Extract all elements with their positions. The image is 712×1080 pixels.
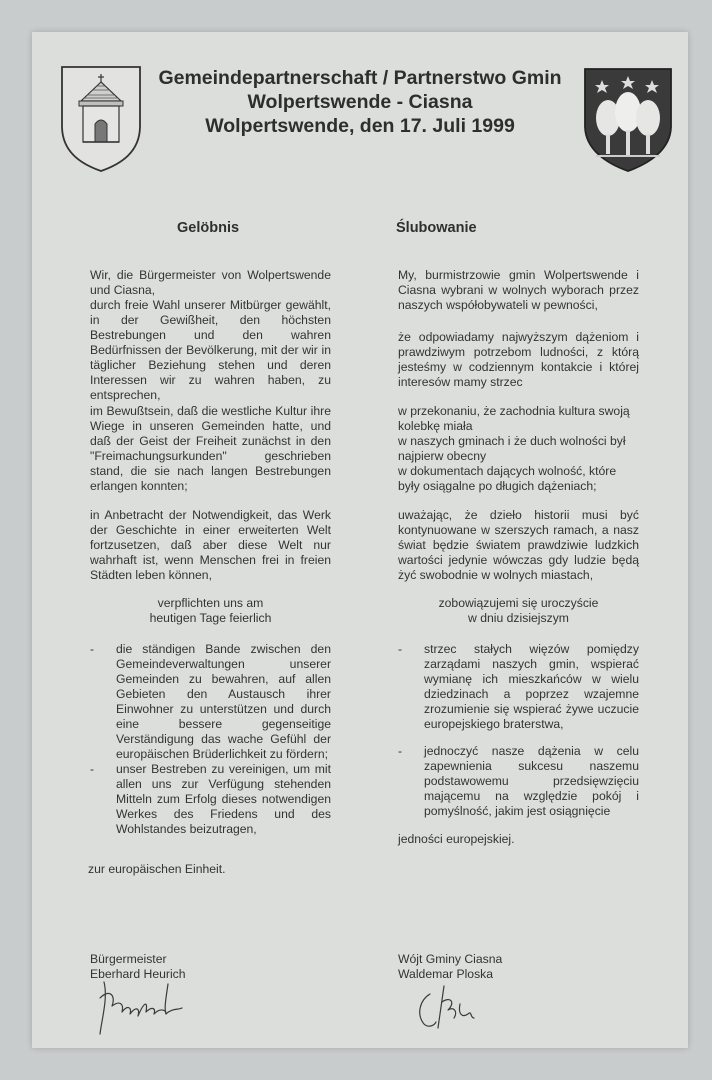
german-paragraph-3: in Anbetracht der Notwendigkeit, das Werk der Geschichte in einer erweiterten Welt fortzusetzen, daß aber diese Welt nur wahrhaft ist, wenn Menschen frei in freien Städten leben können,	[90, 508, 331, 582]
german-paragraph-2: im Bewußtsein, daß die westliche Kultur ihre Wiege in unseren Gemeinden hatte, und daß der Geist der Freiheit zunächst in den "Freimachungsurkunden" geschrieben stand, die sie nach langen Bestrebungen erlangen konnten;	[90, 404, 331, 493]
bullet-marker: -	[90, 762, 95, 776]
document-header	[32, 32, 688, 192]
german-bullet-1	[90, 642, 331, 762]
document-page	[32, 32, 688, 1048]
polish-bullet-1	[398, 642, 639, 732]
polish-signatory-title: Wójt Gminy Ciasna	[398, 952, 503, 966]
polish-paragraph-3: w przekonaniu, że zachodnia kultura swoją kolebkę miała w naszych gminach i że duch wolności był najpierw obecny w dokumentach dających wolność, które były osiągalne po długich dążeniach;	[398, 404, 630, 493]
german-bullet-2-text: unser Bestreben zu vereinigen, um mit allen uns zur Verfügung stehenden Mitteln zum Erfolg dieses notwendigen Werkes des Friedens und des Wohlstandes beizutragen,	[116, 762, 331, 836]
ciasna-coat-of-arms-icon	[582, 66, 674, 174]
polish-paragraph-2: że odpowiadamy najwyższym dążeniom i prawdziwym potrzebom ludności, z którą jesteśmy w codziennym kontakcie i której interesów mamy strzec	[398, 330, 639, 389]
title-line-2: Wolpertswende - Ciasna	[247, 91, 473, 113]
german-heading: Gelöbnis	[177, 220, 240, 236]
document-title	[142, 66, 578, 138]
polish-bullet-2	[398, 744, 639, 819]
german-signatory-name: Eberhard Heurich	[90, 967, 186, 981]
polish-paragraph-4: uważając, że dzieło historii musi być kontynuowane w szerszych ramach, a nasz świat będzie światem prawdziwie ludzkich wartości jedynie wówczas gdy ludzie będą żyć swobodnie w wolnych miastach,	[398, 508, 639, 582]
polish-pledge: zobowiązujemi się uroczyście w dniu dzisiejszym	[438, 596, 599, 625]
german-bullet-1-text: die ständigen Bande zwischen den Gemeindeverwaltungen unserer Gemeinden zu bewahren, auf allen Gebieten den Austausch ihrer Einwohner zu unterstützen und durch eine bessere gegenseitige Verständigung das wache Gefühl der europäischen Brüderlichkeit zu fördern;	[116, 642, 331, 761]
polish-bullet-2-text: jednoczyć nasze dążenia w celu zapewnienia sukcesu naszemu podstawowemu przedsięwzięciu mającemu na względzie pokój i pomyślność, jakim jest osiągnięcie	[424, 744, 639, 818]
polish-closing: jedności europejskiej.	[398, 832, 515, 846]
polish-paragraph-1: My, burmistrzowie gmin Wolpertswende i Ciasna wybrani w wolnych wyborach przez naszych współobywateli w pewności,	[398, 268, 639, 312]
german-closing: zur europäischen Einheit.	[88, 862, 226, 876]
polish-bullet-1-text: strzec stałych więzów pomiędzy zarządami naszych gmin, wspierać wymianę ich mieszkańców w wielu dziedzinach a poprzez wzajemne zrozumienie się wspierać żywe uczucie europejskiego braterstwa,	[424, 642, 639, 731]
german-pledge: verpflichten uns am heutigen Tage feierlich	[149, 596, 272, 625]
bullet-marker: -	[90, 642, 95, 656]
polish-heading: Ślubowanie	[396, 220, 477, 236]
title-line-1: Gemeindepartnerschaft / Partnerstwo Gmin	[158, 67, 562, 89]
bullet-marker: -	[398, 744, 403, 758]
german-bullet-2	[90, 762, 331, 837]
polish-signature-block	[398, 952, 502, 982]
german-signature-block	[90, 952, 186, 982]
german-paragraph-1: Wir, die Bürgermeister von Wolpertswende und Ciasna, durch freie Wahl unserer Mitbürger gewählt, in der Gewißheit, den höchsten Bestrebungen und den wahren Bedürfnissen der Bevölkerung, mit der wir in täglicher Beziehung stehen und deren Interessen wir zu wahren haben, zu entsprechen,	[90, 268, 331, 402]
polish-signatory-name: Waldemar Ploska	[398, 967, 494, 981]
title-line-3: Wolpertswende, den 17. Juli 1999	[205, 115, 515, 137]
german-signatory-title: Bürgermeister	[90, 952, 167, 966]
polish-handwritten-signature	[408, 984, 498, 1034]
bullet-marker: -	[398, 642, 403, 656]
german-handwritten-signature	[94, 978, 204, 1038]
wolpertswende-coat-of-arms-icon	[59, 64, 143, 174]
